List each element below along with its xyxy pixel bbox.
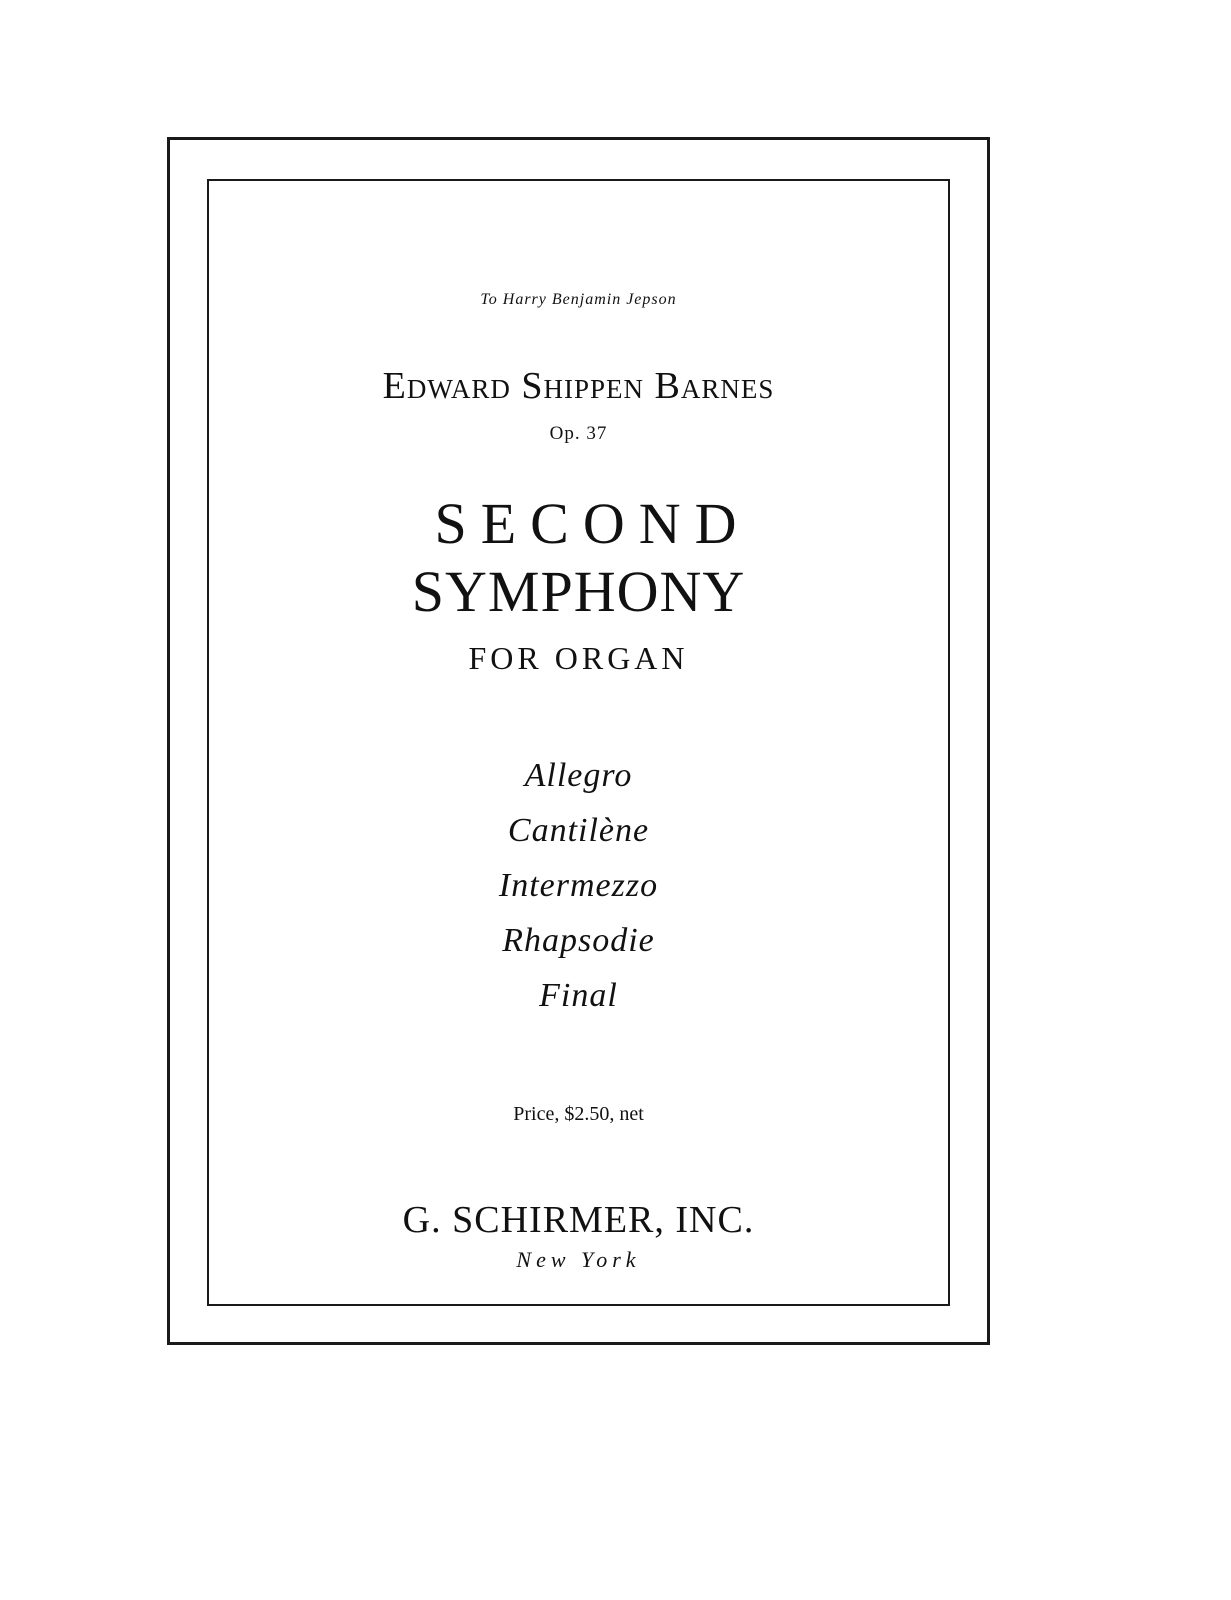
title-line-2: SYMPHONY: [411, 559, 746, 624]
composer-name: Edward Shippen Barnes: [382, 365, 775, 407]
opus-number: Op. 37: [549, 423, 608, 444]
movement-final: Final: [539, 977, 618, 1014]
price: Price, $2.50, net: [513, 1103, 644, 1125]
movement-allegro: Allegro: [524, 757, 633, 794]
movement-rhapsodie: Rhapsodie: [502, 922, 655, 959]
inner-border: [207, 179, 950, 1306]
movement-intermezzo: Intermezzo: [498, 867, 659, 904]
title-line-1: SECOND: [434, 491, 751, 556]
publisher-city: New York: [516, 1247, 641, 1272]
movement-cantilene: Cantilène: [507, 812, 650, 849]
dedication: To Harry Benjamin Jepson: [480, 291, 677, 308]
instrumentation: FOR ORGAN: [468, 640, 689, 676]
publisher-name: G. SCHIRMER, INC.: [402, 1199, 755, 1241]
